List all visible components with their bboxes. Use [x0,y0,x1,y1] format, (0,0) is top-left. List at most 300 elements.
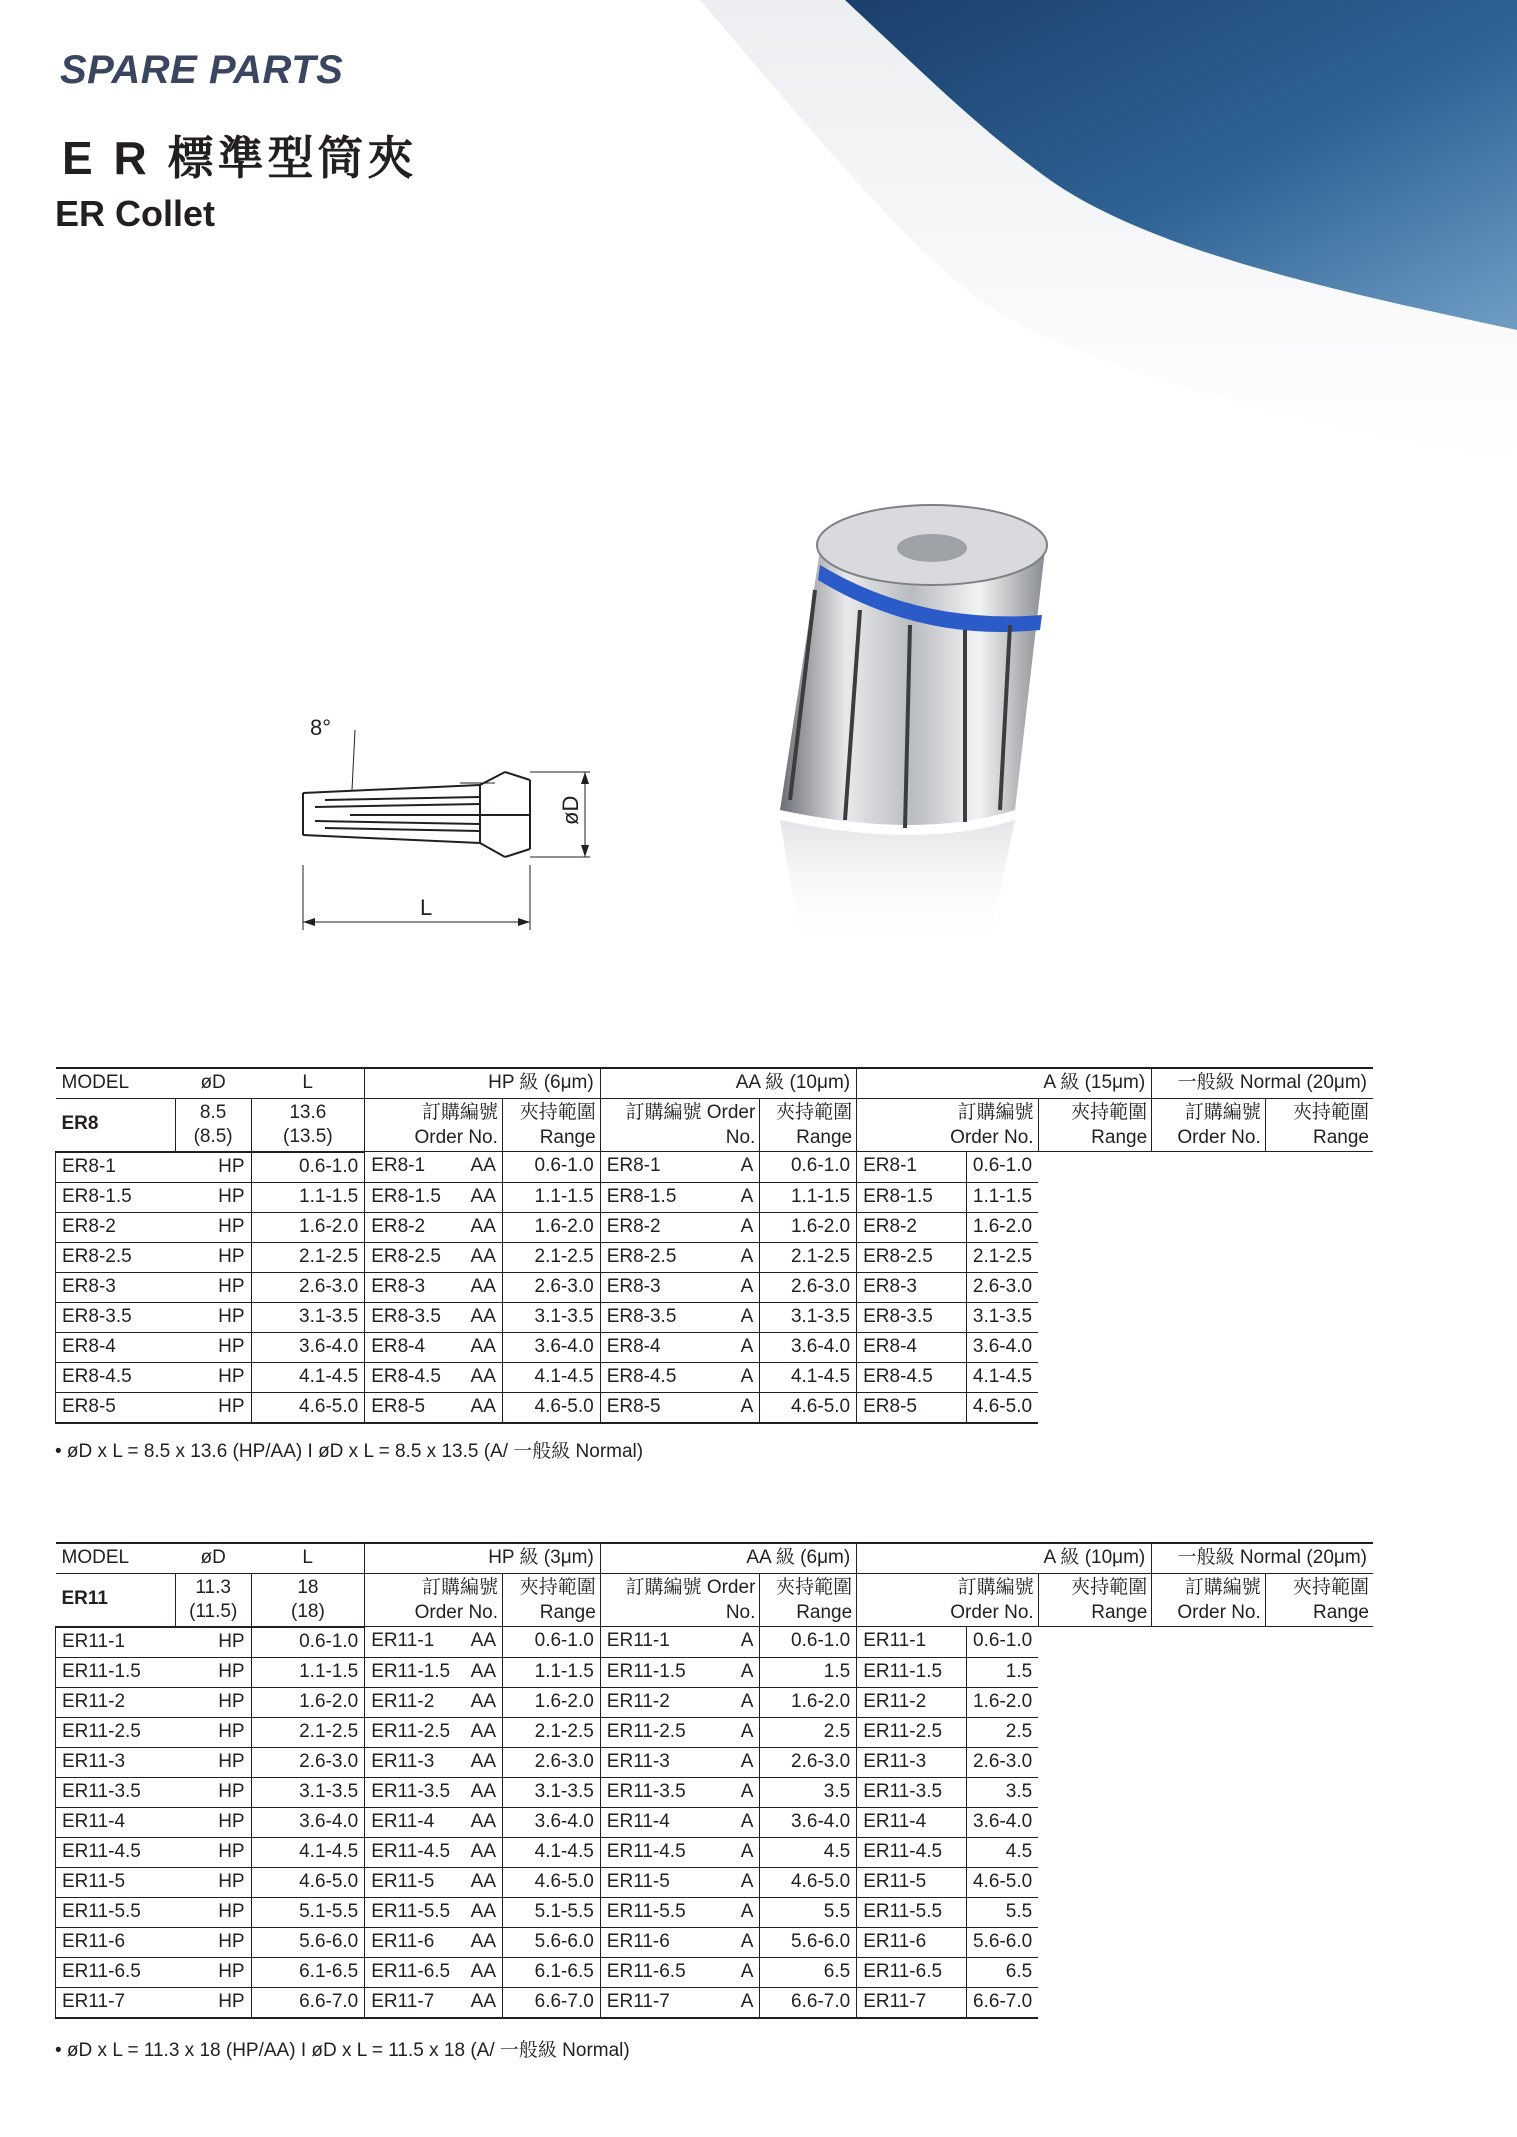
aa-grade: AA [465,1212,503,1242]
aa-grade: AA [465,1657,503,1687]
hp-order-no: ER8-1.5 [56,1182,176,1212]
aa-range: 2.6-3.0 [502,1272,600,1302]
dimension-note: • øD x L = 8.5 x 13.6 (HP/AA) I øD x L = 8.5 x 13.5 (A/ 一般級 Normal) [55,1441,644,1462]
aa-grade: AA [465,1837,503,1867]
aa-range: 3.6-4.0 [502,1332,600,1362]
table-row [56,1272,1374,1302]
aa-range: 4.1-4.5 [503,1837,601,1867]
aa-order-no: ER8-3.5 [365,1302,465,1332]
section-normal: 一般級 Normal (20μm) [1152,1068,1373,1099]
aa-range: 2.1-2.5 [502,1242,600,1272]
normal-range: 5.6-6.0 [967,1927,1039,1957]
table-row [56,1927,1374,1957]
section-hp: HP 級 (3μm) [365,1543,601,1574]
aa-range: 2.1-2.5 [503,1717,601,1747]
table-row [56,1957,1374,1987]
table-row [56,1837,1374,1867]
sub-range: 夾持範圍 Range [1265,1574,1373,1627]
section-a: A 級 (10μm) [857,1543,1152,1574]
hp-order-no: ER8-4 [56,1332,176,1362]
hp-order-no: ER8-4.5 [56,1362,176,1392]
sub-range: 夾持範圍 Range [1038,1099,1152,1152]
aa-range: 3.1-3.5 [502,1302,600,1332]
aa-order-no: ER8-1.5 [365,1182,465,1212]
hp-order-no: ER11-5 [56,1867,176,1897]
table-row [56,1987,1374,2018]
aa-grade: AA [465,1867,503,1897]
table-row [56,1717,1374,1747]
table-row [56,1687,1374,1717]
normal-range: 6.6-7.0 [967,1987,1039,2018]
a-range: 4.6-5.0 [760,1392,857,1423]
aa-order-no: ER11-2.5 [365,1717,465,1747]
normal-order-no: ER8-3 [857,1272,967,1302]
hp-order-no: ER11-7 [56,1987,176,2018]
a-grade: A [710,1362,760,1392]
normal-range: 3.5 [967,1777,1039,1807]
table-row [56,1362,1374,1392]
hp-range: 6.6-7.0 [251,1987,365,2018]
normal-order-no: ER11-3 [857,1747,967,1777]
normal-order-no: ER8-2 [857,1212,967,1242]
a-range: 0.6-1.0 [760,1152,857,1183]
table-row [56,1777,1374,1807]
a-order-no: ER8-4.5 [600,1362,710,1392]
hp-order-no: ER8-2.5 [56,1242,176,1272]
sub-order-no: 訂購編號 Order No. [1152,1574,1266,1627]
a-grade: A [710,1837,760,1867]
aa-grade: AA [465,1242,503,1272]
a-range: 2.6-3.0 [760,1272,857,1302]
aa-range: 1.1-1.5 [503,1657,601,1687]
hp-range: 4.6-5.0 [251,1392,365,1423]
a-grade: A [710,1897,760,1927]
a-order-no: ER11-1 [600,1627,710,1658]
aa-range: 6.6-7.0 [503,1987,601,2018]
model-name: ER11 [56,1574,176,1627]
hp-range: 3.6-4.0 [251,1332,365,1362]
a-grade: A [710,1747,760,1777]
hp-range: 1.1-1.5 [251,1182,365,1212]
a-order-no: ER8-3 [600,1272,710,1302]
aa-range: 0.6-1.0 [503,1627,601,1658]
hp-range: 4.6-5.0 [251,1867,365,1897]
table-row [56,1182,1374,1212]
sub-order-no: 訂購編號 Order No. [365,1574,503,1627]
hp-range: 2.6-3.0 [251,1272,365,1302]
aa-order-no: ER11-4.5 [365,1837,465,1867]
hp-grade: HP [175,1302,251,1332]
section-aa: AA 級 (10μm) [600,1068,856,1099]
a-order-no: ER11-5.5 [600,1897,710,1927]
diameter-value: 11.3 (11.5) [175,1574,251,1627]
a-range: 4.1-4.5 [760,1362,857,1392]
hp-range: 1.6-2.0 [251,1687,365,1717]
hp-grade: HP [175,1152,251,1183]
a-range: 4.5 [760,1837,857,1867]
hp-grade: HP [175,1957,251,1987]
a-grade: A [710,1332,760,1362]
hp-range: 4.1-4.5 [251,1837,365,1867]
aa-order-no: ER8-2 [365,1212,465,1242]
normal-order-no: ER8-4.5 [857,1362,967,1392]
table-row [56,1242,1374,1272]
hp-order-no: ER11-3.5 [56,1777,176,1807]
aa-range: 1.1-1.5 [502,1182,600,1212]
normal-order-no: ER11-6.5 [857,1957,967,1987]
normal-order-no: ER8-1 [857,1152,967,1183]
hp-grade: HP [175,1332,251,1362]
hp-order-no: ER11-6.5 [56,1957,176,1987]
normal-range: 4.1-4.5 [966,1362,1038,1392]
a-order-no: ER11-1.5 [600,1657,710,1687]
normal-order-no: ER11-2 [857,1687,967,1717]
section-hp: HP 級 (6μm) [365,1068,601,1099]
normal-order-no: ER11-5.5 [857,1897,967,1927]
hp-grade: HP [175,1392,251,1423]
length-value: 13.6 (13.5) [251,1099,365,1152]
a-grade: A [710,1987,760,2018]
a-range: 4.6-5.0 [760,1867,857,1897]
col-diameter: øD [175,1068,251,1099]
hp-range: 1.1-1.5 [251,1657,365,1687]
normal-range: 4.6-5.0 [966,1392,1038,1423]
a-grade: A [710,1927,760,1957]
normal-range: 1.1-1.5 [966,1182,1038,1212]
hp-range: 2.6-3.0 [251,1747,365,1777]
table-row [56,1897,1374,1927]
aa-order-no: ER11-3 [365,1747,465,1777]
a-grade: A [710,1242,760,1272]
a-range: 0.6-1.0 [760,1627,857,1658]
table-row [56,1867,1374,1897]
sub-order-no: 訂購編號 Order No. [365,1099,503,1152]
a-grade: A [710,1392,760,1423]
diameter-value: 8.5 (8.5) [175,1099,251,1152]
table-row [56,1657,1374,1687]
a-grade: A [710,1627,760,1658]
sub-range: 夾持範圍 Range [503,1574,601,1627]
a-grade: A [710,1657,760,1687]
length-label: L [420,895,433,920]
sub-order-no: 訂購編號 Order No. [1152,1099,1266,1152]
normal-range: 3.6-4.0 [967,1807,1039,1837]
col-model: MODEL [56,1068,176,1099]
sub-range: 夾持範圍 Range [1038,1574,1152,1627]
hp-order-no: ER11-5.5 [56,1897,176,1927]
hp-grade: HP [175,1182,251,1212]
a-grade: A [710,1717,760,1747]
hp-order-no: ER11-3 [56,1747,176,1777]
hp-grade: HP [175,1242,251,1272]
a-order-no: ER8-2 [600,1212,710,1242]
hp-range: 3.1-3.5 [251,1777,365,1807]
normal-range: 1.5 [967,1657,1039,1687]
normal-order-no: ER8-1.5 [857,1182,967,1212]
aa-range: 5.1-5.5 [503,1897,601,1927]
sub-order-no: 訂購編號 Order No. [600,1099,760,1152]
spec-table-er8 [55,1067,1373,1424]
a-order-no: ER8-4 [600,1332,710,1362]
aa-order-no: ER11-5 [365,1867,465,1897]
normal-order-no: ER11-1.5 [857,1657,967,1687]
hp-range: 3.6-4.0 [251,1807,365,1837]
normal-order-no: ER11-5 [857,1867,967,1897]
col-diameter: øD [175,1543,251,1574]
a-range: 2.6-3.0 [760,1747,857,1777]
aa-order-no: ER11-7 [365,1987,465,2018]
aa-order-no: ER8-4.5 [365,1362,465,1392]
a-range: 1.6-2.0 [760,1687,857,1717]
hp-range: 2.1-2.5 [251,1717,365,1747]
a-order-no: ER11-5 [600,1867,710,1897]
aa-range: 0.6-1.0 [502,1152,600,1183]
a-order-no: ER8-1 [600,1152,710,1183]
hp-grade: HP [175,1627,251,1658]
sub-order-no: 訂購編號 Order No. [857,1574,1039,1627]
hp-grade: HP [175,1987,251,2018]
section-normal: 一般級 Normal (20μm) [1152,1543,1373,1574]
a-order-no: ER11-4 [600,1807,710,1837]
a-range: 5.6-6.0 [760,1927,857,1957]
table-row [56,1392,1374,1423]
aa-range: 1.6-2.0 [502,1212,600,1242]
normal-range: 3.1-3.5 [966,1302,1038,1332]
hp-grade: HP [175,1657,251,1687]
hp-order-no: ER8-3 [56,1272,176,1302]
aa-order-no: ER11-4 [365,1807,465,1837]
aa-grade: AA [465,1897,503,1927]
aa-grade: AA [465,1927,503,1957]
a-order-no: ER8-2.5 [600,1242,710,1272]
hp-grade: HP [175,1927,251,1957]
table-row [56,1627,1374,1658]
normal-range: 2.6-3.0 [966,1272,1038,1302]
hp-range: 1.6-2.0 [251,1212,365,1242]
a-grade: A [710,1182,760,1212]
hp-range: 5.1-5.5 [251,1897,365,1927]
a-order-no: ER11-2 [600,1687,710,1717]
a-range: 1.1-1.5 [760,1182,857,1212]
aa-order-no: ER8-2.5 [365,1242,465,1272]
header-background-swoosh [0,0,1517,700]
normal-order-no: ER11-2.5 [857,1717,967,1747]
aa-order-no: ER11-1 [365,1627,465,1658]
aa-order-no: ER8-3 [365,1272,465,1302]
aa-range: 3.6-4.0 [503,1807,601,1837]
col-length: L [251,1543,365,1574]
a-range: 6.6-7.0 [760,1987,857,2018]
aa-grade: AA [465,1777,503,1807]
hp-grade: HP [175,1867,251,1897]
aa-range: 4.1-4.5 [502,1362,600,1392]
a-grade: A [710,1152,760,1183]
a-order-no: ER11-2.5 [600,1717,710,1747]
hp-grade: HP [175,1687,251,1717]
sub-order-no: 訂購編號 Order No. [857,1099,1038,1152]
hp-grade: HP [175,1897,251,1927]
aa-grade: AA [465,1987,503,2018]
hp-grade: HP [175,1717,251,1747]
a-order-no: ER11-7 [600,1987,710,2018]
hp-range: 0.6-1.0 [251,1627,365,1658]
a-grade: A [710,1867,760,1897]
hp-order-no: ER8-5 [56,1392,176,1423]
normal-range: 2.5 [967,1717,1039,1747]
aa-order-no: ER8-4 [365,1332,465,1362]
hp-grade: HP [175,1362,251,1392]
normal-range: 4.5 [967,1837,1039,1867]
normal-order-no: ER11-1 [857,1627,967,1658]
normal-range: 0.6-1.0 [967,1627,1039,1658]
a-order-no: ER11-6 [600,1927,710,1957]
aa-range: 4.6-5.0 [503,1867,601,1897]
model-name: ER8 [56,1099,176,1152]
a-range: 3.5 [760,1777,857,1807]
section-label: SPARE PARTS [60,48,344,92]
a-range: 3.1-3.5 [760,1302,857,1332]
a-order-no: ER8-5 [600,1392,710,1423]
hp-grade: HP [175,1747,251,1777]
a-range: 3.6-4.0 [760,1332,857,1362]
aa-order-no: ER8-1 [365,1152,465,1183]
a-range: 2.5 [760,1717,857,1747]
a-grade: A [710,1957,760,1987]
normal-order-no: ER11-3.5 [857,1777,967,1807]
aa-order-no: ER11-6 [365,1927,465,1957]
section-a: A 級 (15μm) [857,1068,1152,1099]
normal-order-no: ER8-5 [857,1392,967,1423]
aa-order-no: ER11-5.5 [365,1897,465,1927]
aa-grade: AA [465,1687,503,1717]
hp-grade: HP [175,1272,251,1302]
aa-grade: AA [465,1302,503,1332]
normal-order-no: ER8-3.5 [857,1302,967,1332]
hp-order-no: ER11-1.5 [56,1657,176,1687]
section-aa: AA 級 (6μm) [600,1543,856,1574]
aa-grade: AA [465,1272,503,1302]
hp-range: 3.1-3.5 [251,1302,365,1332]
aa-grade: AA [465,1747,503,1777]
collet-photo-icon [760,460,1080,960]
a-range: 2.1-2.5 [760,1242,857,1272]
sub-range: 夾持範圍 Range [502,1099,600,1152]
a-order-no: ER11-6.5 [600,1957,710,1987]
aa-grade: AA [465,1182,503,1212]
aa-grade: AA [465,1152,503,1183]
hp-order-no: ER11-2.5 [56,1717,176,1747]
normal-order-no: ER11-4.5 [857,1837,967,1867]
hp-order-no: ER11-4 [56,1807,176,1837]
sub-range: 夾持範圍 Range [760,1574,857,1627]
sub-order-no: 訂購編號 Order No. [600,1574,760,1627]
a-grade: A [710,1777,760,1807]
normal-range: 2.1-2.5 [966,1242,1038,1272]
normal-range: 4.6-5.0 [967,1867,1039,1897]
a-order-no: ER11-3 [600,1747,710,1777]
dimension-note: • øD x L = 11.3 x 18 (HP/AA) I øD x L = 11.5 x 18 (A/ 一般級 Normal) [55,2040,630,2061]
col-length: L [251,1068,365,1099]
hp-order-no: ER8-2 [56,1212,176,1242]
spec-table-er11 [55,1542,1373,2019]
aa-range: 6.1-6.5 [503,1957,601,1987]
a-range: 5.5 [760,1897,857,1927]
hp-range: 2.1-2.5 [251,1242,365,1272]
aa-order-no: ER8-5 [365,1392,465,1423]
normal-order-no: ER8-4 [857,1332,967,1362]
hp-order-no: ER8-3.5 [56,1302,176,1332]
length-value: 18 (18) [251,1574,365,1627]
table-row [56,1152,1374,1183]
aa-range: 1.6-2.0 [503,1687,601,1717]
hp-range: 6.1-6.5 [251,1957,365,1987]
a-grade: A [710,1807,760,1837]
normal-order-no: ER11-7 [857,1987,967,2018]
hp-grade: HP [175,1807,251,1837]
hp-grade: HP [175,1212,251,1242]
normal-range: 1.6-2.0 [967,1687,1039,1717]
a-range: 3.6-4.0 [760,1807,857,1837]
aa-range: 3.1-3.5 [503,1777,601,1807]
a-order-no: ER8-1.5 [600,1182,710,1212]
table-row [56,1807,1374,1837]
normal-range: 6.5 [967,1957,1039,1987]
hp-range: 0.6-1.0 [251,1152,365,1183]
page-title-en: ER Collet [55,193,216,234]
aa-grade: AA [465,1392,503,1423]
normal-range: 2.6-3.0 [967,1747,1039,1777]
aa-order-no: ER11-2 [365,1687,465,1717]
diameter-label: øD [558,795,583,825]
normal-range: 1.6-2.0 [966,1212,1038,1242]
a-grade: A [710,1687,760,1717]
aa-grade: AA [465,1717,503,1747]
aa-grade: AA [465,1807,503,1837]
aa-range: 4.6-5.0 [502,1392,600,1423]
hp-grade: HP [175,1837,251,1867]
a-range: 1.6-2.0 [760,1212,857,1242]
table-row [56,1747,1374,1777]
normal-order-no: ER8-2.5 [857,1242,967,1272]
aa-order-no: ER11-6.5 [365,1957,465,1987]
aa-order-no: ER11-3.5 [365,1777,465,1807]
aa-grade: AA [465,1362,503,1392]
table-row [56,1332,1374,1362]
normal-order-no: ER11-6 [857,1927,967,1957]
table-row [56,1212,1374,1242]
sub-range: 夾持範圍 Range [1265,1099,1373,1152]
aa-order-no: ER11-1.5 [365,1657,465,1687]
table-row [56,1302,1374,1332]
hp-range: 4.1-4.5 [251,1362,365,1392]
hp-order-no: ER11-6 [56,1927,176,1957]
normal-range: 3.6-4.0 [966,1332,1038,1362]
col-model: MODEL [56,1543,176,1574]
hp-range: 5.6-6.0 [251,1927,365,1957]
aa-grade: AA [465,1627,503,1658]
hp-order-no: ER11-2 [56,1687,176,1717]
a-range: 1.5 [760,1657,857,1687]
collet-dimension-drawing-icon [290,700,610,940]
hp-grade: HP [175,1777,251,1807]
a-grade: A [710,1272,760,1302]
aa-range: 5.6-6.0 [503,1927,601,1957]
hp-order-no: ER8-1 [56,1152,176,1183]
normal-range: 0.6-1.0 [966,1152,1038,1183]
aa-grade: AA [465,1957,503,1987]
angle-label: 8° [310,715,332,740]
a-order-no: ER8-3.5 [600,1302,710,1332]
